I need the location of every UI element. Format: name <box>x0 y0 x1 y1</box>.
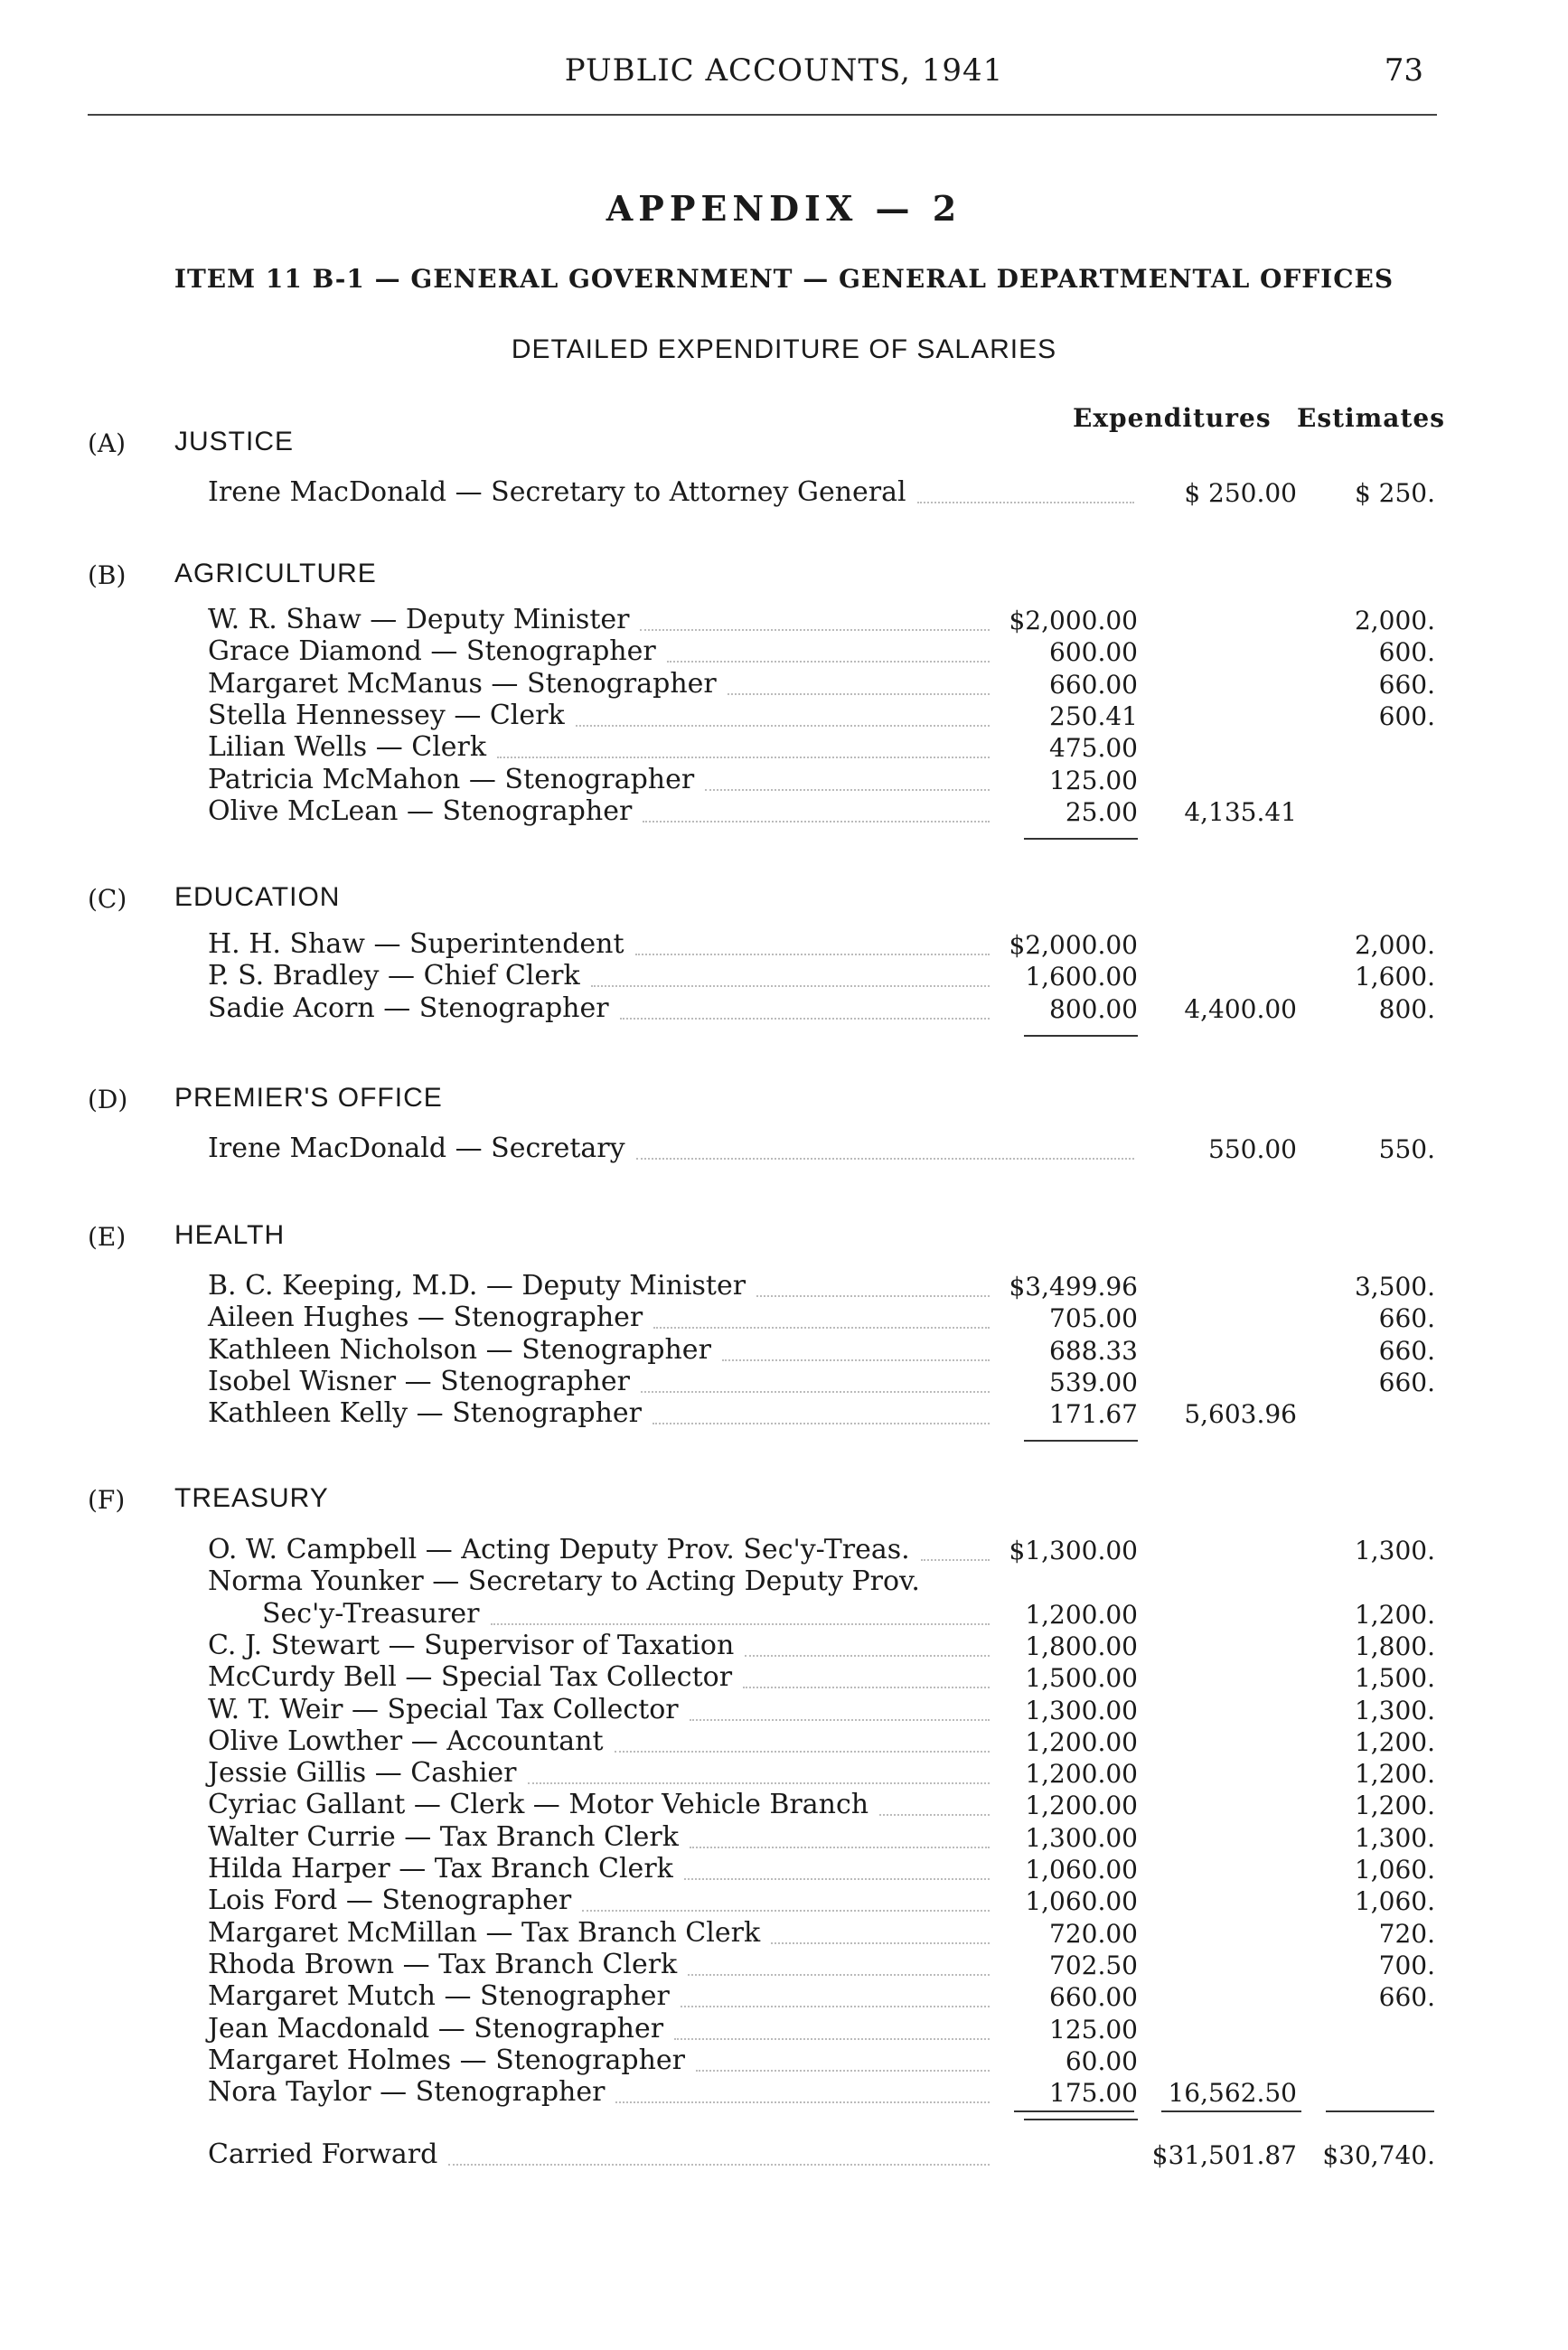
appendix-title: APPENDIX — 2 <box>606 188 962 229</box>
leader-dots <box>653 1327 990 1329</box>
amount-cell: 171.67 <box>1049 1399 1138 1429</box>
estimate-cell: 2,000. <box>1354 930 1435 960</box>
subtotal-cell: 4,135.41 <box>1184 797 1297 827</box>
leader-dots <box>728 693 990 695</box>
leader-dots <box>722 1359 990 1361</box>
amount-cell: 1,800.00 <box>1025 1631 1138 1661</box>
estimate-cell: $ 250. <box>1354 478 1435 508</box>
leader-dots <box>667 661 990 663</box>
estimate-cell: 600. <box>1378 637 1435 667</box>
ledger-row-label: Cyriac Gallant — Clerk — Motor Vehicle Branch <box>208 1789 869 1820</box>
section-letter: (A) <box>88 428 127 458</box>
amount-cell: 1,500.00 <box>1025 1663 1138 1693</box>
estimate-cell: 720. <box>1378 1919 1435 1949</box>
subtotal-rule <box>1024 2119 1138 2120</box>
section-letter: (C) <box>88 884 127 914</box>
ledger-row-label: H. H. Shaw — Superintendent <box>208 928 624 960</box>
leader-dots <box>582 1910 990 1912</box>
section-heading: EDUCATION <box>174 882 341 912</box>
ledger-row-label: O. W. Campbell — Acting Deputy Prov. Sec'y-Treas. <box>208 1534 910 1565</box>
ledger-row-label: Nora Taylor — Stenographer <box>208 2076 606 2108</box>
leader-dots <box>674 2038 990 2040</box>
amount-cell: 125.00 <box>1049 2015 1138 2044</box>
amount-cell: 660.00 <box>1049 670 1138 700</box>
amount-cell: 125.00 <box>1049 766 1138 795</box>
estimate-cell: 700. <box>1378 1950 1435 1980</box>
leader-dots <box>591 985 990 987</box>
section-heading: PREMIER'S OFFICE <box>174 1083 443 1113</box>
leader-dots <box>497 757 990 758</box>
estimate-cell: 1,200. <box>1354 1759 1435 1789</box>
estimate-cell: 600. <box>1378 701 1435 731</box>
subtotal-rule <box>1024 1440 1138 1442</box>
column-header-expenditures: Expenditures <box>1073 403 1272 433</box>
estimate-cell: 2,000. <box>1354 606 1435 635</box>
ledger-row-label: C. J. Stewart — Supervisor of Taxation <box>208 1630 735 1661</box>
amount-cell: 720.00 <box>1049 1919 1138 1949</box>
estimate-cell: 1,300. <box>1354 1823 1435 1853</box>
leader-dots <box>640 629 990 631</box>
ledger-row-label: Sadie Acorn — Stenographer <box>208 992 609 1024</box>
amount-cell: 475.00 <box>1049 733 1138 763</box>
amount-cell: 60.00 <box>1065 2046 1138 2076</box>
amount-cell: 539.00 <box>1049 1368 1138 1397</box>
ledger-row-label: Margaret Mutch — Stenographer <box>208 1980 670 2012</box>
amount-cell: 1,060.00 <box>1025 1886 1138 1916</box>
table-subtitle: DETAILED EXPENDITURE OF SALARIES <box>511 334 1057 364</box>
ledger-row-label: Kathleen Nicholson — Stenographer <box>208 1334 711 1366</box>
amount-cell: $3,499.96 <box>1009 1272 1138 1302</box>
leader-dots <box>705 789 990 791</box>
amount-cell: $2,000.00 <box>1009 930 1138 960</box>
leader-dots <box>615 2101 990 2103</box>
leader-dots <box>528 1782 990 1784</box>
estimate-cell: 1,800. <box>1354 1631 1435 1661</box>
subtotal-rule <box>1024 838 1138 840</box>
ledger-row-label: Irene MacDonald — Secretary to Attorney General <box>208 476 906 508</box>
subtotal-cell: 550.00 <box>1208 1134 1297 1164</box>
leader-dots <box>620 1018 990 1020</box>
ledger-row-label: Lois Ford — Stenographer <box>208 1885 572 1916</box>
ledger-row-label: Olive Lowther — Accountant <box>208 1725 604 1757</box>
section-heading: TREASURY <box>174 1483 329 1513</box>
amount-cell: 1,200.00 <box>1025 1600 1138 1630</box>
leader-dots <box>879 1814 990 1816</box>
carried-forward-label: Carried Forward <box>208 2138 438 2170</box>
ledger-row-label: Irene MacDonald — Secretary <box>208 1133 625 1164</box>
leader-dots <box>448 2164 990 2166</box>
subtotal-cell: 4,400.00 <box>1184 994 1297 1024</box>
estimate-cell: 1,300. <box>1354 1536 1435 1565</box>
section-letter: (B) <box>88 560 127 590</box>
estimate-cell: 1,300. <box>1354 1696 1435 1725</box>
ledger-row-label: Patricia McMahon — Stenographer <box>208 764 695 795</box>
amount-cell: 1,200.00 <box>1025 1759 1138 1789</box>
leader-dots <box>684 1878 990 1880</box>
subtotal-cell: 16,562.50 <box>1168 2078 1297 2108</box>
ledger-row-label: Sec'y-Treasurer <box>262 1598 480 1630</box>
section-letter: (E) <box>88 1222 127 1252</box>
leader-dots <box>756 1295 990 1297</box>
leader-dots <box>921 1559 990 1561</box>
page-number: 73 <box>1384 52 1423 89</box>
leader-dots <box>681 2006 990 2007</box>
estimate-cell: 660. <box>1378 670 1435 700</box>
estimate-cell: 3,500. <box>1354 1272 1435 1302</box>
amount-cell: 25.00 <box>1065 797 1138 827</box>
ledger-row-label: Hilda Harper — Tax Branch Clerk <box>208 1853 673 1885</box>
estimate-cell: 660. <box>1378 1336 1435 1366</box>
ledger-row-label: Olive McLean — Stenographer <box>208 795 633 827</box>
ledger-row-label: W. R. Shaw — Deputy Minister <box>208 604 630 635</box>
amount-cell: 250.41 <box>1049 701 1138 731</box>
amount-cell: $1,300.00 <box>1009 1536 1138 1565</box>
section-heading: HEALTH <box>174 1220 286 1250</box>
leader-dots <box>615 1751 990 1753</box>
section-letter: (D) <box>88 1085 128 1114</box>
estimate-cell: 660. <box>1378 1982 1435 2012</box>
column-header-estimates: Estimates <box>1297 403 1445 433</box>
ledger-row-label: Grace Diamond — Stenographer <box>208 635 656 667</box>
amount-cell: 600.00 <box>1049 637 1138 667</box>
subtotal-rule <box>1024 1035 1138 1037</box>
amount-cell: 705.00 <box>1049 1303 1138 1333</box>
ledger-row-label: Jean Macdonald — Stenographer <box>208 2013 664 2044</box>
leader-dots <box>635 954 990 955</box>
header-rule <box>88 114 1437 116</box>
ledger-row-label: Aileen Hughes — Stenographer <box>208 1302 643 1333</box>
section-letter: (F) <box>88 1485 126 1515</box>
ledger-row-label: Isobel Wisner — Stenographer <box>208 1366 630 1397</box>
total-rule-estimate <box>1326 2110 1434 2112</box>
leader-dots <box>745 1655 990 1657</box>
estimate-cell: 1,060. <box>1354 1886 1435 1916</box>
estimate-cell: 660. <box>1378 1368 1435 1397</box>
estimate-cell: 1,500. <box>1354 1663 1435 1693</box>
leader-dots <box>696 2070 990 2072</box>
ledger-row-label: P. S. Bradley — Chief Clerk <box>208 960 580 992</box>
subtotal-cell: 5,603.96 <box>1184 1399 1297 1429</box>
leader-dots <box>688 1974 990 1976</box>
estimate-cell: 800. <box>1378 994 1435 1024</box>
amount-cell: 688.33 <box>1049 1336 1138 1366</box>
estimate-cell: 660. <box>1378 1303 1435 1333</box>
ledger-row-label: Norma Younker — Secretary to Acting Deputy Prov. <box>208 1565 920 1597</box>
leader-dots <box>576 725 990 727</box>
ledger-row-label: Lilian Wells — Clerk <box>208 731 487 763</box>
leader-dots <box>653 1423 990 1424</box>
leader-dots <box>641 1391 990 1393</box>
carried-forward-estimate: $30,740. <box>1322 2140 1435 2170</box>
ledger-row-label: Rhoda Brown — Tax Branch Clerk <box>208 1949 678 1980</box>
leader-dots <box>636 1158 1134 1160</box>
ledger-row-label: Kathleen Kelly — Stenographer <box>208 1397 642 1429</box>
leader-dots <box>771 1942 990 1944</box>
item-heading: ITEM 11 B-1 — GENERAL GOVERNMENT — GENERAL DEPARTMENTAL OFFICES <box>174 264 1394 294</box>
total-rule-subtotal <box>1161 2110 1301 2112</box>
leader-dots <box>917 502 1134 503</box>
amount-cell: 1,200.00 <box>1025 1727 1138 1757</box>
ledger-row-label: Jessie Gillis — Cashier <box>208 1757 517 1789</box>
carried-forward-total: $31,501.87 <box>1151 2140 1297 2170</box>
section-heading: JUSTICE <box>174 427 295 456</box>
estimate-cell: 1,200. <box>1354 1600 1435 1630</box>
leader-dots <box>643 821 990 822</box>
amount-cell: 1,300.00 <box>1025 1823 1138 1853</box>
amount-cell: 1,300.00 <box>1025 1696 1138 1725</box>
section-heading: AGRICULTURE <box>174 559 377 588</box>
ledger-row-label: Margaret Holmes — Stenographer <box>208 2044 686 2076</box>
ledger-row-label: Margaret McMillan — Tax Branch Clerk <box>208 1917 761 1949</box>
leader-dots <box>743 1687 990 1688</box>
ledger-row-label: B. C. Keeping, M.D. — Deputy Minister <box>208 1270 746 1302</box>
ledger-row-label: Stella Hennessey — Clerk <box>208 700 565 731</box>
ledger-row-label: Margaret McManus — Stenographer <box>208 668 717 700</box>
subtotal-cell: $ 250.00 <box>1184 478 1297 508</box>
running-header: PUBLIC ACCOUNTS, 1941 <box>564 52 1004 89</box>
estimate-cell: 1,600. <box>1354 962 1435 992</box>
amount-cell: $2,000.00 <box>1009 606 1138 635</box>
amount-cell: 1,060.00 <box>1025 1855 1138 1885</box>
amount-cell: 702.50 <box>1049 1950 1138 1980</box>
leader-dots <box>491 1623 990 1625</box>
leader-dots <box>690 1847 990 1848</box>
estimate-cell: 1,200. <box>1354 1727 1435 1757</box>
amount-cell: 1,200.00 <box>1025 1791 1138 1820</box>
estimate-cell: 1,060. <box>1354 1855 1435 1885</box>
amount-cell: 800.00 <box>1049 994 1138 1024</box>
amount-cell: 1,600.00 <box>1025 962 1138 992</box>
ledger-row-label: Walter Currie — Tax Branch Clerk <box>208 1821 679 1853</box>
total-rule-expenditure <box>1014 2110 1134 2112</box>
amount-cell: 175.00 <box>1049 2078 1138 2108</box>
amount-cell: 660.00 <box>1049 1982 1138 2012</box>
ledger-row-label: McCurdy Bell — Special Tax Collector <box>208 1661 733 1693</box>
estimate-cell: 1,200. <box>1354 1791 1435 1820</box>
ledger-row-label: W. T. Weir — Special Tax Collector <box>208 1694 679 1725</box>
estimate-cell: 550. <box>1378 1134 1435 1164</box>
leader-dots <box>690 1719 990 1721</box>
